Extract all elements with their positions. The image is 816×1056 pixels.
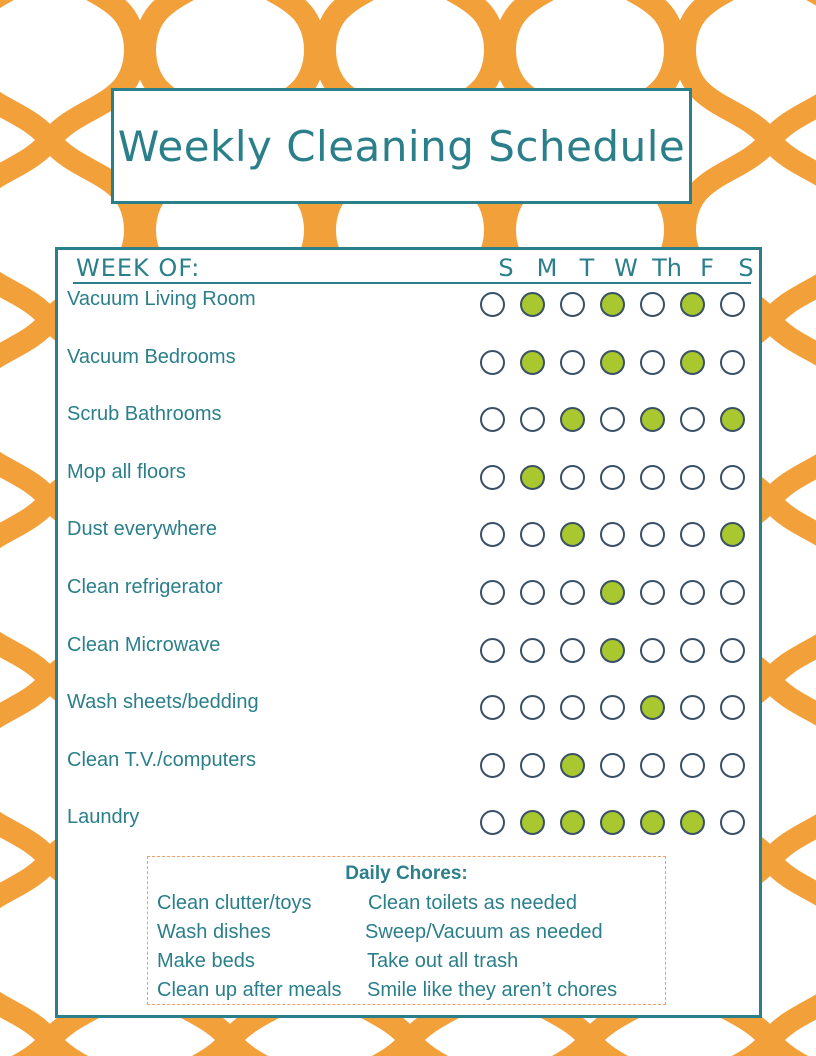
day-checkbox-thu[interactable] [640, 465, 665, 490]
daily-chore-item: Take out all trash [367, 950, 519, 972]
day-checkbox-tue[interactable] [560, 638, 585, 663]
day-checkbox-fri[interactable] [680, 522, 705, 547]
day-checkbox-sat[interactable] [720, 580, 745, 605]
day-checkbox-mon[interactable] [520, 465, 545, 490]
day-checkbox-mon[interactable] [520, 522, 545, 547]
day-checkbox-fri[interactable] [680, 465, 705, 490]
chore-label: Vacuum Living Room [67, 288, 256, 310]
day-checkbox-sun[interactable] [480, 695, 505, 720]
day-checkbox-tue[interactable] [560, 580, 585, 605]
daily-chore-item: Clean toilets as needed [368, 892, 578, 914]
day-checkbox-sat[interactable] [720, 753, 745, 778]
chore-label: Dust everywhere [67, 518, 218, 541]
day-checkbox-sat[interactable] [720, 695, 745, 720]
chore-row [58, 576, 759, 616]
daily-chores-title: Daily Chores: [345, 863, 468, 884]
day-checkbox-sat[interactable] [720, 407, 745, 432]
day-checkbox-mon[interactable] [520, 753, 545, 778]
day-checkbox-tue[interactable] [560, 810, 585, 835]
day-label-sun: S [498, 254, 514, 282]
day-checkbox-sat[interactable] [720, 465, 745, 490]
day-checkbox-mon[interactable] [520, 638, 545, 663]
day-checkbox-wed[interactable] [600, 753, 625, 778]
day-checkbox-tue[interactable] [560, 465, 585, 490]
day-checkbox-thu[interactable] [640, 350, 665, 375]
chore-row [58, 806, 759, 846]
daily-chore-item: Clean up after meals [157, 979, 342, 1001]
daily-chores-box [147, 856, 666, 1005]
day-checkbox-wed[interactable] [600, 292, 625, 317]
chore-label: Laundry [67, 806, 140, 829]
day-checkbox-sun[interactable] [480, 810, 505, 835]
chore-label: Clean Microwave [67, 633, 221, 656]
chore-label: Vacuum Bedrooms [67, 345, 236, 368]
chore-row [58, 518, 759, 558]
day-checkbox-sat[interactable] [720, 522, 745, 547]
day-checkbox-fri[interactable] [680, 810, 705, 835]
day-checkbox-thu[interactable] [640, 695, 665, 720]
day-label-fri: F [700, 254, 714, 282]
chore-label: Mop all floors [67, 460, 186, 483]
day-checkbox-tue[interactable] [560, 407, 585, 432]
day-checkbox-wed[interactable] [600, 350, 625, 375]
day-checkbox-tue[interactable] [560, 753, 585, 778]
daily-chore-item: Sweep/Vacuum as needed [365, 921, 603, 943]
day-checkbox-thu[interactable] [640, 407, 665, 432]
chore-row [58, 346, 759, 386]
day-checkbox-wed[interactable] [600, 407, 625, 432]
chore-row [58, 288, 759, 328]
chore-row [58, 461, 759, 501]
day-checkbox-fri[interactable] [680, 695, 705, 720]
day-checkbox-fri[interactable] [680, 292, 705, 317]
day-checkbox-tue[interactable] [560, 292, 585, 317]
daily-chore-item: Make beds [157, 950, 255, 972]
day-checkbox-thu[interactable] [640, 753, 665, 778]
day-checkbox-sat[interactable] [720, 810, 745, 835]
day-checkbox-mon[interactable] [520, 580, 545, 605]
day-checkbox-thu[interactable] [640, 580, 665, 605]
chore-row [58, 691, 759, 731]
day-checkbox-mon[interactable] [520, 407, 545, 432]
chore-label: Clean refrigerator [67, 576, 223, 598]
day-checkbox-sat[interactable] [720, 638, 745, 663]
day-checkbox-wed[interactable] [600, 810, 625, 835]
day-label-thu: Th [652, 254, 682, 282]
week-of-label: WEEK OF: [76, 254, 201, 282]
chore-label: Scrub Bathrooms [67, 403, 222, 426]
day-label-tue: T [579, 254, 595, 282]
day-label-wed: W [614, 254, 638, 282]
day-checkbox-wed[interactable] [600, 638, 625, 663]
day-checkbox-sun[interactable] [480, 292, 505, 317]
day-checkbox-sun[interactable] [480, 350, 505, 375]
schedule-card [55, 247, 762, 1018]
chore-label: Wash sheets/bedding [67, 691, 259, 714]
daily-chore-item: Clean clutter/toys [157, 892, 312, 914]
day-checkbox-wed[interactable] [600, 580, 625, 605]
day-checkbox-sun[interactable] [480, 753, 505, 778]
day-checkbox-thu[interactable] [640, 810, 665, 835]
day-checkbox-wed[interactable] [600, 695, 625, 720]
day-checkbox-mon[interactable] [520, 695, 545, 720]
day-checkbox-mon[interactable] [520, 810, 545, 835]
day-label-mon: M [536, 254, 558, 282]
chore-label: Clean T.V./computers [67, 748, 256, 771]
day-checkbox-wed[interactable] [600, 522, 625, 547]
day-checkbox-sat[interactable] [720, 350, 745, 375]
chore-row [58, 403, 759, 443]
day-checkbox-sun[interactable] [480, 522, 505, 547]
day-checkbox-fri[interactable] [680, 407, 705, 432]
chore-row [58, 634, 759, 674]
day-checkbox-tue[interactable] [560, 522, 585, 547]
day-checkbox-sun[interactable] [480, 580, 505, 605]
day-checkbox-fri[interactable] [680, 350, 705, 375]
daily-chore-item: Smile like they aren’t chores [367, 979, 618, 1001]
week-header [73, 254, 754, 284]
day-checkbox-sat[interactable] [720, 292, 745, 317]
day-label-sat: S [738, 254, 754, 282]
day-checkbox-thu[interactable] [640, 292, 665, 317]
title-box [111, 88, 692, 204]
day-checkbox-fri[interactable] [680, 753, 705, 778]
day-checkbox-fri[interactable] [680, 638, 705, 663]
day-checkbox-sun[interactable] [480, 638, 505, 663]
day-checkbox-mon[interactable] [520, 350, 545, 375]
day-checkbox-sun[interactable] [480, 465, 505, 490]
chore-row [58, 749, 759, 789]
day-checkbox-mon[interactable] [520, 292, 545, 317]
daily-chore-item: Wash dishes [157, 921, 271, 943]
day-checkbox-tue[interactable] [560, 350, 585, 375]
day-checkbox-fri[interactable] [680, 580, 705, 605]
page-title: Weekly Cleaning Schedule [117, 121, 686, 171]
day-checkbox-thu[interactable] [640, 522, 665, 547]
day-checkbox-sun[interactable] [480, 407, 505, 432]
day-checkbox-thu[interactable] [640, 638, 665, 663]
day-checkbox-wed[interactable] [600, 465, 625, 490]
day-checkbox-tue[interactable] [560, 695, 585, 720]
